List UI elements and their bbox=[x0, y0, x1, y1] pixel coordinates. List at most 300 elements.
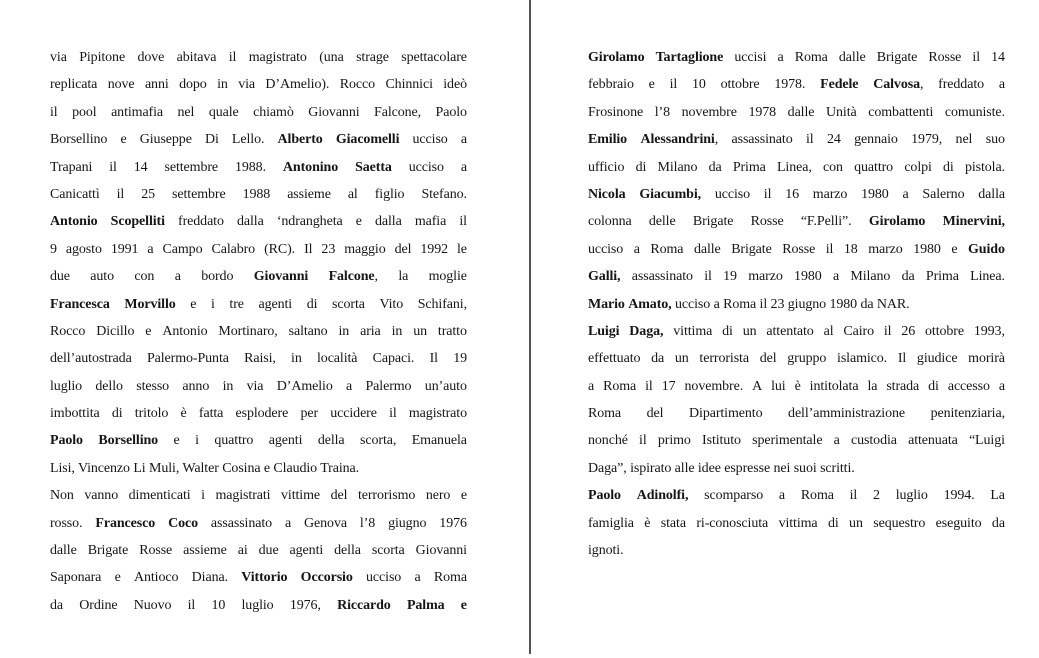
word: freddato bbox=[938, 77, 985, 93]
word: A bbox=[752, 378, 763, 394]
word: Walter bbox=[182, 460, 219, 476]
word: due bbox=[50, 269, 70, 285]
text-line bbox=[588, 482, 1005, 509]
word: da bbox=[901, 269, 915, 285]
word: 14 bbox=[991, 50, 1005, 65]
word: (una bbox=[319, 50, 344, 65]
word: maggio bbox=[344, 241, 386, 257]
word: di bbox=[943, 159, 954, 175]
word: al bbox=[347, 186, 358, 202]
word: i bbox=[201, 488, 205, 504]
word: Dicillo bbox=[96, 323, 135, 339]
word: vittima bbox=[673, 323, 713, 339]
word: è bbox=[644, 515, 651, 531]
word: Francesco bbox=[95, 515, 156, 531]
word: Adinolfi, bbox=[636, 488, 689, 504]
word: scorta bbox=[371, 543, 405, 559]
word: a bbox=[346, 378, 353, 394]
word: dopo bbox=[179, 77, 207, 93]
word: 23 bbox=[321, 241, 336, 257]
text-line bbox=[50, 263, 467, 290]
word: di bbox=[928, 378, 939, 394]
word: Frosinone bbox=[588, 104, 644, 120]
word: 25 bbox=[141, 186, 156, 202]
word: Raisi, bbox=[244, 351, 276, 367]
word: Unità bbox=[826, 104, 857, 120]
word: 17 bbox=[661, 378, 676, 394]
word: l’8 bbox=[359, 515, 376, 531]
word: nel bbox=[177, 104, 195, 120]
word: espresse bbox=[724, 460, 771, 476]
word: Giacomelli bbox=[335, 132, 400, 148]
text-line bbox=[588, 510, 1005, 537]
word: luglio bbox=[241, 597, 274, 613]
word: di bbox=[111, 406, 123, 422]
word: a bbox=[588, 378, 595, 394]
word: a bbox=[833, 433, 840, 449]
word: in bbox=[291, 351, 302, 367]
word: Roma bbox=[603, 378, 637, 394]
word: dello bbox=[95, 378, 123, 394]
word: agosto bbox=[65, 241, 102, 257]
word: Giuseppe bbox=[139, 132, 192, 148]
word: il bbox=[849, 488, 858, 504]
word: marzo bbox=[812, 186, 848, 202]
text-line bbox=[50, 455, 467, 482]
word: a bbox=[832, 269, 840, 285]
word: attentato bbox=[766, 323, 814, 339]
text-line bbox=[588, 373, 1005, 400]
word: 1993, bbox=[973, 323, 1005, 339]
word: a bbox=[414, 570, 421, 586]
word: dalle bbox=[838, 50, 866, 65]
word: giugno bbox=[787, 296, 827, 312]
word: per bbox=[300, 406, 319, 422]
word: con bbox=[822, 159, 843, 175]
text-line bbox=[50, 427, 467, 454]
word: gennaio bbox=[854, 132, 898, 148]
word: a bbox=[284, 515, 292, 531]
text-line bbox=[50, 537, 467, 564]
word: 1980 bbox=[913, 241, 941, 257]
word: settembre bbox=[164, 159, 219, 175]
word: mafia bbox=[414, 214, 447, 230]
word: Brigate bbox=[87, 543, 129, 559]
word: Calabro bbox=[211, 241, 256, 257]
word: fatta bbox=[198, 406, 224, 422]
text-line bbox=[50, 208, 467, 235]
word: 1980 bbox=[861, 186, 889, 202]
word: stesso bbox=[136, 378, 170, 394]
word: il bbox=[109, 159, 117, 175]
word: terrorismo bbox=[357, 488, 416, 504]
word: 1992 bbox=[420, 241, 449, 257]
word: del bbox=[759, 351, 777, 367]
text-line bbox=[50, 482, 467, 509]
word: Milano bbox=[850, 269, 891, 285]
word: in bbox=[217, 77, 228, 93]
word: Antonino bbox=[282, 159, 339, 175]
word: Rocco bbox=[339, 77, 376, 93]
word: nonché bbox=[588, 433, 628, 449]
word: 1979, bbox=[911, 132, 943, 148]
word: 10 bbox=[211, 597, 226, 613]
word: un bbox=[674, 351, 689, 367]
word: le bbox=[457, 241, 467, 257]
word: Il bbox=[897, 351, 907, 367]
word: freddato bbox=[178, 214, 224, 230]
word: novembre. bbox=[684, 378, 744, 394]
word: Antonio bbox=[162, 323, 208, 339]
word: assassinato bbox=[731, 132, 793, 148]
word: Ordine bbox=[79, 597, 118, 613]
text-line bbox=[588, 236, 1005, 263]
word: ucciso bbox=[366, 570, 402, 586]
word: di bbox=[827, 515, 839, 531]
word: Daga”, bbox=[588, 460, 627, 476]
word: anni bbox=[144, 77, 169, 93]
word: Il bbox=[429, 351, 438, 367]
word: Amato, bbox=[628, 296, 672, 312]
word: Stefano. bbox=[421, 186, 467, 202]
word: auto bbox=[90, 269, 115, 285]
word: il bbox=[645, 378, 653, 394]
word: Milano bbox=[657, 159, 698, 175]
word: via bbox=[50, 50, 67, 65]
text-line bbox=[50, 71, 467, 98]
word: figlio bbox=[374, 186, 405, 202]
word: da bbox=[708, 159, 722, 175]
word: Diana. bbox=[191, 570, 228, 586]
word: vanno bbox=[84, 488, 119, 504]
word: Pipitone bbox=[79, 50, 126, 65]
word: tre bbox=[229, 296, 244, 312]
word: Roma bbox=[800, 488, 834, 504]
word: il bbox=[806, 132, 814, 148]
word: Chinnici bbox=[385, 77, 433, 93]
word: è bbox=[794, 378, 801, 394]
word: attenuata bbox=[908, 433, 958, 449]
word: strage bbox=[356, 50, 389, 65]
word: Roma bbox=[588, 406, 622, 422]
word: Luigi bbox=[588, 323, 620, 339]
text-line bbox=[50, 181, 467, 208]
text-line bbox=[50, 318, 467, 345]
word: nove bbox=[107, 77, 135, 93]
word: ottobre bbox=[720, 77, 760, 93]
word: scorta, bbox=[360, 433, 397, 449]
word: è bbox=[180, 406, 187, 422]
word: ufficio bbox=[588, 159, 625, 175]
word: dove bbox=[137, 50, 165, 65]
text-line bbox=[50, 400, 467, 427]
word: magistrato bbox=[248, 50, 307, 65]
word: Campo bbox=[162, 241, 203, 257]
word: Muli, bbox=[149, 460, 180, 476]
word: da bbox=[50, 597, 64, 613]
word: il bbox=[704, 269, 712, 285]
text-line bbox=[50, 44, 467, 71]
word: Giovanni bbox=[415, 543, 467, 559]
word: giudice bbox=[916, 351, 958, 367]
word: esplodere bbox=[235, 406, 289, 422]
word: dimenticati bbox=[128, 488, 191, 504]
word: assassinato bbox=[631, 269, 693, 285]
word: Giovanni bbox=[253, 269, 309, 285]
word: un bbox=[849, 515, 863, 531]
word: alle bbox=[674, 460, 695, 476]
word: 18 bbox=[843, 241, 858, 257]
word: magistrato bbox=[408, 406, 467, 422]
word: la bbox=[398, 269, 409, 285]
word: quattro bbox=[854, 159, 894, 175]
word: Brigate bbox=[692, 214, 734, 230]
word: di bbox=[306, 296, 318, 312]
word: Paolo bbox=[435, 104, 467, 120]
word: Emanuela bbox=[411, 433, 467, 449]
word: Fedele bbox=[820, 77, 859, 93]
word: Traina. bbox=[320, 460, 360, 476]
word: a bbox=[460, 132, 467, 148]
word: agenti bbox=[268, 433, 303, 449]
word: Girolamo bbox=[868, 214, 926, 230]
word: Paolo bbox=[588, 488, 621, 504]
word: e bbox=[951, 241, 958, 257]
word: Vito bbox=[379, 296, 404, 312]
word: a bbox=[633, 241, 640, 257]
text-line bbox=[588, 126, 1005, 153]
word: dalla bbox=[374, 214, 402, 230]
text-line bbox=[50, 564, 467, 591]
word: scritti. bbox=[820, 460, 855, 476]
word: 1994. bbox=[943, 488, 975, 504]
word: primo bbox=[657, 433, 691, 449]
word: Scopelliti bbox=[110, 214, 165, 230]
word: Morvillo bbox=[124, 296, 176, 312]
word: Dipartimento bbox=[689, 406, 763, 422]
word: della bbox=[334, 543, 361, 559]
text-line bbox=[588, 99, 1005, 126]
text-line bbox=[588, 181, 1005, 208]
word: Saponara bbox=[50, 570, 102, 586]
word: imbottita bbox=[50, 406, 100, 422]
word: 1988. bbox=[234, 159, 266, 175]
word: Antonio bbox=[50, 214, 98, 230]
word: marzo bbox=[748, 269, 783, 285]
word: ottobre bbox=[925, 323, 964, 339]
word: giugno bbox=[388, 515, 427, 531]
word: Francesca bbox=[50, 296, 110, 312]
word: a bbox=[902, 186, 909, 202]
word: dalle bbox=[693, 241, 721, 257]
text-line bbox=[50, 592, 467, 619]
word: un bbox=[742, 323, 757, 339]
word: Coco bbox=[168, 515, 198, 531]
word: Il bbox=[304, 241, 313, 257]
word: della bbox=[317, 433, 345, 449]
word: Galli, bbox=[588, 269, 621, 285]
word: effettuato bbox=[588, 351, 641, 367]
word: quattro bbox=[214, 433, 254, 449]
word: del bbox=[646, 406, 664, 422]
text-line bbox=[588, 455, 1005, 482]
word: strada bbox=[886, 378, 920, 394]
word: Borsellino bbox=[98, 433, 159, 449]
word: due bbox=[258, 543, 279, 559]
text-line bbox=[588, 345, 1005, 372]
text-line bbox=[588, 537, 1005, 564]
text-line bbox=[50, 510, 467, 537]
word: Roma bbox=[723, 296, 757, 312]
word: dell’amministrazione bbox=[788, 406, 906, 422]
word: a bbox=[460, 159, 467, 175]
word: Calvosa, bbox=[873, 77, 924, 93]
word: Non bbox=[50, 488, 74, 504]
word: saltano bbox=[288, 323, 328, 339]
word: a bbox=[778, 488, 786, 504]
word: Prima bbox=[925, 269, 959, 285]
word: uccisi bbox=[734, 50, 767, 65]
word: i bbox=[195, 433, 199, 449]
word: tratto bbox=[437, 323, 467, 339]
word: Daga, bbox=[629, 323, 664, 339]
word: dalla bbox=[978, 186, 1005, 202]
word: nei bbox=[773, 460, 791, 476]
word: in bbox=[338, 323, 350, 339]
word: penitenziaria, bbox=[930, 406, 1005, 422]
word: e bbox=[190, 296, 197, 312]
word: il bbox=[228, 50, 237, 65]
word: colonna bbox=[588, 214, 632, 230]
word: Istituto bbox=[702, 433, 741, 449]
word: 1976, bbox=[289, 597, 321, 613]
word: 1980 bbox=[794, 269, 822, 285]
word: e bbox=[355, 214, 362, 230]
word: Palma bbox=[406, 597, 445, 613]
word: e bbox=[648, 77, 655, 93]
word: abitava bbox=[176, 50, 217, 65]
word: nel bbox=[955, 132, 973, 148]
word: Trapani bbox=[50, 159, 93, 175]
word: suo bbox=[985, 132, 1005, 148]
word: il bbox=[972, 50, 980, 65]
word: dalle bbox=[787, 104, 815, 120]
left-page-text-column bbox=[50, 44, 467, 619]
word: assieme bbox=[183, 543, 227, 559]
word: Palermo bbox=[365, 378, 412, 394]
word: “F.Pelli”. bbox=[800, 214, 852, 230]
word: i bbox=[211, 296, 215, 312]
word: Emilio bbox=[588, 132, 628, 148]
word: combattenti bbox=[868, 104, 934, 120]
word: vittima bbox=[778, 515, 818, 531]
word: febbraio bbox=[588, 77, 634, 93]
word: magistrati bbox=[215, 488, 271, 504]
word: Capaci. bbox=[372, 351, 415, 367]
word: dalla bbox=[237, 214, 264, 230]
word: rosso. bbox=[50, 515, 83, 531]
word: Linea. bbox=[970, 269, 1005, 285]
word: e bbox=[145, 323, 152, 339]
word: eseguito bbox=[935, 515, 982, 531]
word: “Luigi bbox=[968, 433, 1005, 449]
word: Salerno bbox=[922, 186, 965, 202]
word: un bbox=[413, 323, 428, 339]
word: ideò bbox=[443, 77, 467, 93]
word: 19 bbox=[723, 269, 737, 285]
word: e bbox=[460, 597, 467, 613]
right-page-text-column bbox=[588, 44, 1005, 564]
text-line bbox=[588, 154, 1005, 181]
word: aria bbox=[360, 323, 381, 339]
word: ignoti. bbox=[588, 543, 624, 559]
word: Rosse bbox=[750, 214, 784, 230]
word: ucciso bbox=[588, 241, 624, 257]
word: Linea, bbox=[776, 159, 812, 175]
word: delle bbox=[648, 214, 676, 230]
word: ‘ndrangheta bbox=[276, 214, 343, 230]
word: tritolo bbox=[134, 406, 169, 422]
word: gruppo bbox=[787, 351, 827, 367]
word: ucciso bbox=[412, 132, 448, 148]
word: 2 bbox=[873, 488, 880, 504]
word: il bbox=[459, 214, 467, 230]
word: il bbox=[759, 296, 768, 312]
word: Giovanni bbox=[308, 104, 360, 120]
word: replicata bbox=[50, 77, 98, 93]
word: con bbox=[134, 269, 155, 285]
word: ai bbox=[237, 543, 248, 559]
word: Nicola bbox=[588, 186, 626, 202]
text-line bbox=[50, 99, 467, 126]
word: Alessandrini, bbox=[640, 132, 719, 148]
word: lui bbox=[771, 378, 786, 394]
word: 9 bbox=[50, 241, 57, 257]
word: Canicattì bbox=[50, 186, 100, 202]
word: ri-conosciuta bbox=[696, 515, 769, 531]
word: custodia bbox=[851, 433, 897, 449]
word: Alberto bbox=[277, 132, 323, 148]
word: e bbox=[460, 488, 467, 504]
word: nero bbox=[425, 488, 451, 504]
word: il bbox=[187, 597, 196, 613]
word: Roma bbox=[794, 50, 828, 65]
word: Roma bbox=[433, 570, 467, 586]
word: Lisi, bbox=[50, 460, 75, 476]
word: chiamò bbox=[253, 104, 294, 120]
word: 1988 bbox=[242, 186, 271, 202]
word: da bbox=[991, 515, 1005, 531]
word: di bbox=[722, 323, 733, 339]
word: Girolamo bbox=[588, 50, 645, 65]
word: stata bbox=[660, 515, 686, 531]
word: spettacolare bbox=[401, 50, 467, 65]
word: Palermo-Punta bbox=[146, 351, 229, 367]
word: Falcone, bbox=[374, 104, 422, 120]
word: (RC). bbox=[264, 241, 296, 257]
word: sequestro bbox=[873, 515, 926, 531]
word: Riccardo bbox=[337, 597, 391, 613]
word: un’auto bbox=[424, 378, 467, 394]
word: da bbox=[860, 296, 874, 312]
word: l’8 bbox=[654, 104, 670, 120]
word: via bbox=[246, 378, 264, 394]
word: Rocco bbox=[50, 323, 86, 339]
word: uccidere bbox=[330, 406, 377, 422]
word: Rosse bbox=[928, 50, 962, 65]
word: assieme bbox=[287, 186, 331, 202]
word: sperimentale bbox=[752, 433, 823, 449]
